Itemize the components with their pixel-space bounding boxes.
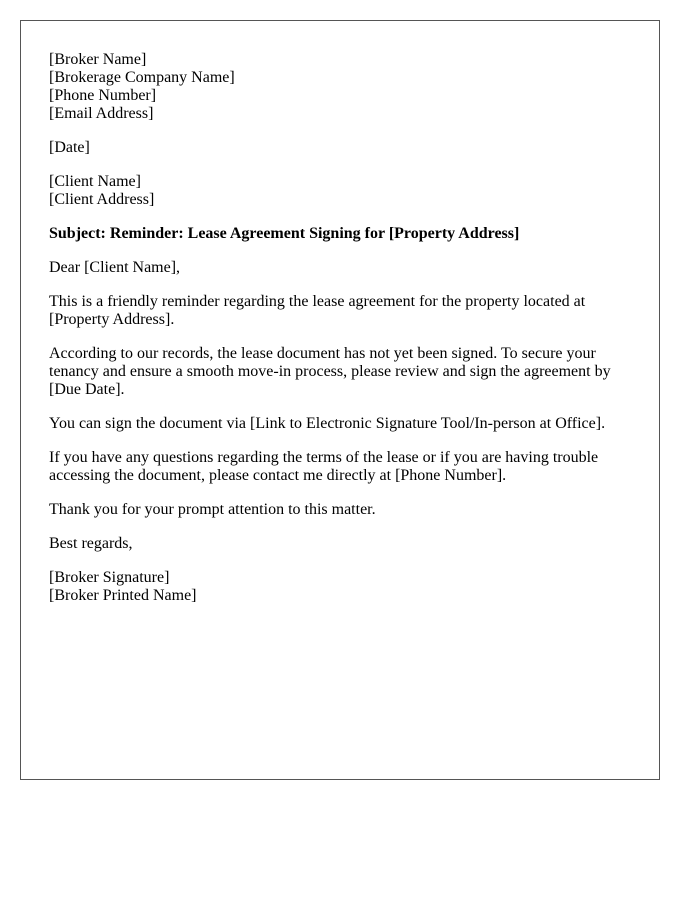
paragraph-text: You can sign the document via [Link to Electronic Signature Tool/In-person at Office]. (49, 415, 606, 432)
body-paragraph-2 (49, 345, 631, 399)
printed-name: [Broker Printed Name] (49, 587, 197, 604)
sender-block (49, 51, 631, 123)
paragraph-text: Thank you for your prompt attention to this matter. (49, 501, 376, 518)
body-paragraph-4 (49, 449, 631, 485)
letter-date: [Date] (49, 139, 90, 156)
recipient-name: [Client Name] (49, 173, 141, 190)
sender-email: [Email Address] (49, 105, 154, 122)
body-paragraph-1 (49, 293, 631, 329)
paragraph-text: If you have any questions regarding the terms of the lease or if you are having trouble accessing the document, please contact me directly at [Phone Number]. (49, 449, 599, 484)
salutation-block (49, 259, 631, 277)
recipient-address: [Client Address] (49, 191, 155, 208)
recipient-block (49, 173, 631, 209)
paragraph-text: This is a friendly reminder regarding the lease agreement for the property located at [Property Address]. (49, 293, 586, 328)
salutation: Dear [Client Name], (49, 259, 181, 276)
body-paragraph-5 (49, 501, 631, 519)
closing: Best regards, (49, 535, 133, 552)
body-paragraph-3 (49, 415, 631, 433)
sender-phone: [Phone Number] (49, 87, 157, 104)
subject-line: Subject: Reminder: Lease Agreement Signing for [Property Address] (49, 225, 520, 242)
letter-page (20, 20, 660, 780)
sender-broker-name: [Broker Name] (49, 51, 147, 68)
signature-line: [Broker Signature] (49, 569, 170, 586)
sender-company: [Brokerage Company Name] (49, 69, 235, 86)
closing-block (49, 535, 631, 553)
paragraph-text: According to our records, the lease document has not yet been signed. To secure your tenancy and ensure a smooth move-in process, please review and sign the agreement by [Due Date]. (49, 345, 611, 398)
date-block (49, 139, 631, 157)
subject-block (49, 225, 631, 243)
signature-block (49, 569, 631, 605)
